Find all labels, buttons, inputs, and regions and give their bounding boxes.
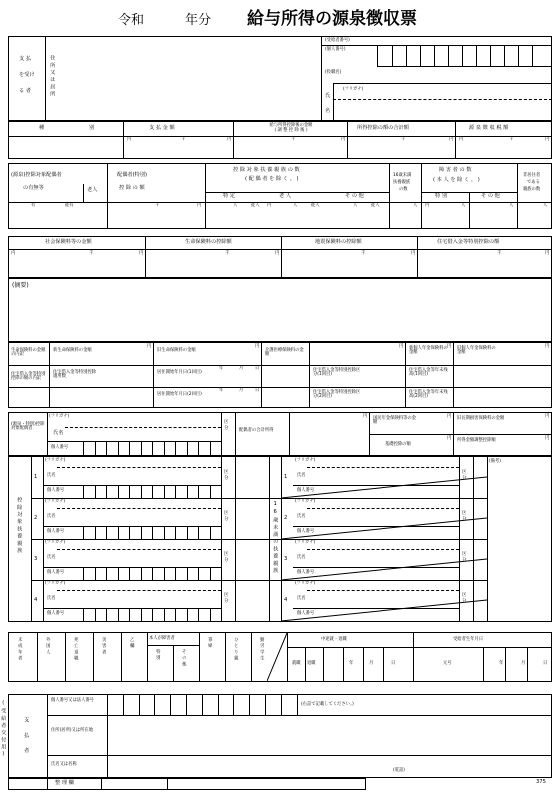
non-resident-1: 非居住者: [523, 173, 541, 178]
left-dep-indiv-boxes[interactable]: [83, 526, 221, 539]
col-header-type-a: 種: [39, 125, 45, 131]
inner-mark: 内: [127, 137, 132, 142]
life-insurance-label: 生命保険料の控除額: [185, 239, 232, 245]
disabled-header-1: 障 害 者 の 数: [439, 167, 472, 173]
left-dep-num: 4: [34, 597, 38, 603]
payer-name-field[interactable]: [109, 757, 389, 775]
payer-label: 支 払 者: [23, 717, 30, 755]
left-dep-indiv: 個人番号: [47, 611, 65, 616]
page-number: 375: [536, 779, 546, 785]
spouse-block-label: (源泉・特別)控除対象配偶者: [11, 422, 45, 432]
left-dep-indiv: 個人番号: [47, 488, 65, 493]
left-dep-furigana: (フリガナ): [45, 581, 66, 586]
spouse-indiv-boxes[interactable]: [83, 441, 221, 455]
era-label: 令和: [118, 13, 145, 28]
status-col-header: 勤労学生: [259, 637, 265, 663]
left-dep-indiv-boxes[interactable]: [83, 567, 221, 580]
disabled-header-2: ( 本 人 を 除 く 。 ): [433, 177, 480, 183]
copy-type-vertical: (受給者交付用): [0, 700, 7, 760]
status-col-header: 寡婦: [207, 637, 213, 650]
p5: 従人: [311, 203, 320, 208]
ld-y4: 円: [447, 344, 452, 349]
status-col-header: 未成年者: [17, 637, 23, 663]
u-y2: 円: [275, 251, 280, 256]
right-dep-num: 2: [284, 515, 288, 521]
mo-2: 月: [239, 388, 244, 393]
under16-1: 16歳未満: [393, 173, 412, 178]
p12: 人: [543, 203, 548, 208]
elderly-label: 老 人: [279, 193, 292, 199]
spouse-header-2: の有無等: [23, 185, 44, 191]
remarks-box[interactable]: [8, 278, 552, 342]
non-resident-2: である: [527, 180, 540, 185]
mo-1: 月: [239, 366, 244, 371]
address-field[interactable]: [59, 39, 319, 119]
old-pension-ins-label: 旧長期損害保険料の金額: [457, 416, 505, 421]
p11: 人: [509, 203, 514, 208]
left-dep-furigana: (フリガナ): [45, 458, 66, 463]
status-table: [8, 632, 552, 682]
spouse-block: [8, 412, 552, 456]
housing-loan-label: 住宅借入金等特別控除の額: [437, 239, 500, 245]
left-dep-kubun: 区分: [223, 510, 229, 523]
individual-no-boxes[interactable]: [377, 45, 552, 67]
special-header-1: 配偶者(特別): [117, 172, 147, 178]
payee-label-person: る 者: [19, 88, 32, 94]
spouse-furigana: (フリガナ): [49, 414, 70, 419]
recipient-no-label: (受給者番号): [325, 38, 350, 43]
left-dep-num: 1: [34, 474, 38, 480]
payer-indiv-label: 個人番号又は法人番号: [51, 698, 94, 703]
right-dep-indiv: 個人番号: [297, 488, 315, 493]
u-s2: 千: [225, 251, 230, 256]
right-dep-indiv: 個人番号: [297, 570, 315, 575]
dep-remarks-label: (備考): [489, 459, 501, 464]
move-in-1-label: 居住開始年月日(1回目): [157, 370, 202, 375]
col-header-payment: 支 払 金 額: [149, 125, 175, 131]
unit-yen-2: 円: [341, 137, 346, 142]
status-diagonal: [267, 633, 287, 681]
right-dep-kubun: 区分: [461, 551, 467, 564]
payee-label-receive: を受け: [19, 72, 35, 78]
p4: 人: [293, 203, 298, 208]
status-sub-other: その他: [181, 649, 187, 668]
left-dependents-label: 控除対象扶養親族: [16, 497, 23, 555]
sp-y5: 円: [545, 436, 550, 441]
old-pension-label: 旧個人年金保険料の金額: [457, 346, 496, 356]
right-dep-furigana: (フリガナ): [295, 499, 316, 504]
diagonal-lines: [281, 457, 487, 621]
seiri-label: 整 理 欄: [55, 780, 74, 786]
payer-addr-label: 住所(居所)又は所在地: [51, 728, 94, 733]
other-label: そ の 他: [345, 193, 364, 199]
sp-y2: 円: [447, 414, 452, 419]
dependents-header-1: 控 除 対 象 扶 養 親 族 の 数: [233, 167, 300, 173]
left-dep-name: 氏名: [47, 514, 56, 519]
payer-addr-field[interactable]: [109, 717, 549, 753]
u-y3: 円: [411, 251, 416, 256]
p6: 人: [353, 203, 358, 208]
individual-no-label: (個人番号): [325, 47, 346, 52]
left-dep-indiv: 個人番号: [47, 529, 65, 534]
right-dep-indiv: 個人番号: [297, 611, 315, 616]
payer-indiv-boxes[interactable]: [107, 695, 297, 715]
mj-d: 日: [391, 661, 396, 666]
subordinate-mark: 従有: [65, 203, 74, 208]
right-dep-furigana: (フリガナ): [295, 581, 316, 586]
housing-count-label: 住宅借入金等特別控除適用数: [53, 370, 96, 380]
left-dep-furigana: (フリガナ): [45, 540, 66, 545]
status-sub-special: 特別: [155, 649, 161, 662]
special-header-2: 控 除 の 額: [119, 185, 145, 191]
unit-sen-1: 千: [181, 137, 186, 142]
seiri-box: [8, 778, 366, 790]
status-col-header: 災害者: [101, 637, 107, 656]
other-disabled-label: そ の 他: [481, 193, 500, 199]
p3: 内: [267, 203, 272, 208]
spouse-income-label: 配偶者の合計所得: [239, 428, 274, 433]
right-dep-kubun: 区分: [461, 469, 467, 482]
right-dep-furigana: (フリガナ): [295, 458, 316, 463]
u-s4: 千: [497, 251, 502, 256]
col-header-after-deduction: 給与所得控除後の金額 ( 調 整 控 除 後 ): [269, 123, 313, 134]
left-dep-indiv-boxes[interactable]: [83, 608, 221, 621]
status-col-header: 乙欄: [129, 637, 135, 650]
under16-3: の数: [399, 187, 408, 192]
under16-2: 扶養親族: [393, 180, 411, 185]
left-dep-name: 氏名: [47, 555, 56, 560]
pension-label: 国民年金保険料等の金額: [373, 416, 416, 426]
left-dep-indiv: 個人番号: [47, 570, 65, 575]
b-m: 月: [521, 661, 526, 666]
right-dependents-label: 16歳未満の扶養親族: [272, 501, 279, 575]
sp-y1: 円: [363, 414, 368, 419]
spouse-kubun-label: 区分: [223, 419, 229, 432]
spouse-name-label: 氏名: [53, 430, 64, 436]
special-disabled-label: 特 別: [435, 193, 448, 199]
right-dep-kubun: 区分: [461, 510, 467, 523]
payer-block: [8, 694, 552, 778]
left-dep-kubun: 区分: [223, 469, 229, 482]
p9: 内: [425, 203, 430, 208]
col-header-withheld: 源 泉 徴 収 税 額: [469, 125, 509, 131]
right-dep-name: 氏名: [297, 514, 306, 519]
left-dep-name: 氏名: [47, 473, 56, 478]
status-col-header: 外国人: [45, 637, 51, 656]
sp-y4: 円: [447, 436, 452, 441]
left-dep-num: 2: [34, 515, 38, 521]
special-unit-yen: 円: [197, 203, 202, 208]
dy-2: 日: [255, 388, 260, 393]
unit-yen-3: 円: [449, 137, 454, 142]
name-label-a: 氏: [325, 93, 331, 99]
yr-2: 年: [219, 388, 224, 393]
status-col-header: ひとり親: [233, 637, 239, 663]
unit-sen-2: 千: [291, 137, 296, 142]
right-dep-num: 4: [284, 597, 288, 603]
u-y1: 円: [139, 251, 144, 256]
special-unit-sen: 千: [155, 203, 160, 208]
care-label: 介護医療保険料の金額: [265, 348, 304, 358]
old-life-label: 旧生命保険料の金額: [157, 348, 196, 353]
housing-balance-2-label: 住宅借入金等年末残高(2回目): [409, 390, 448, 400]
move-in-2-label: 居住開始年月日(2回目): [157, 392, 202, 397]
income-table: [8, 121, 552, 159]
status-col-header: 死亡退職: [73, 637, 79, 663]
right-dep-num: 1: [284, 474, 288, 480]
new-life-label: 新生命保険料の金額: [53, 348, 92, 353]
right-dep-num: 3: [284, 556, 288, 562]
right-dep-kubun: 区分: [461, 592, 467, 605]
housing-kubun-2-label: 住宅借入金等特別控除区分(2回目): [313, 390, 361, 400]
payee-address-label: 住所又は居所: [49, 55, 56, 99]
year-unit: 年分: [185, 13, 212, 28]
unit-yen-4: 円: [545, 137, 550, 142]
retire-label: 退職: [307, 661, 316, 666]
basic-deduction-label: 基礎控除の額: [385, 442, 411, 447]
left-dep-furigana: (フリガナ): [45, 499, 66, 504]
payee-name-field[interactable]: [335, 100, 551, 119]
right-dep-name: 氏名: [297, 555, 306, 560]
unit-sen-4: 千: [509, 137, 514, 142]
furigana-label: (フリガナ): [343, 87, 364, 92]
life-housing-detail: [8, 342, 552, 408]
dependents-header-2: ( 配 偶 者 を 除 く 。 ): [245, 176, 299, 182]
birth-era: 元号: [443, 661, 452, 666]
left-dep-kubun: 区分: [223, 551, 229, 564]
payee-label-pay: 支 払: [19, 56, 32, 62]
non-resident-3: 親族の数: [523, 187, 541, 192]
right-dep-name: 氏名: [297, 596, 306, 601]
left-dep-name: 氏名: [47, 596, 56, 601]
p2: 従人: [251, 203, 260, 208]
adjust-deduction-label: 所得金額調整控除額: [457, 438, 496, 443]
old-person-label: 老人: [87, 187, 98, 193]
left-dep-kubun: 区分: [223, 592, 229, 605]
sp-y3: 円: [545, 414, 550, 419]
specific-label: 特 定: [223, 193, 236, 199]
right-dep-name: 氏名: [297, 473, 306, 478]
dependents-table: [8, 163, 552, 229]
left-dep-indiv-boxes[interactable]: [83, 485, 221, 498]
mj-m: 月: [369, 661, 374, 666]
p7: 従人: [371, 203, 380, 208]
p8: 人: [413, 203, 418, 208]
birth-label: 受給者生年月日: [453, 637, 484, 642]
u-s1: 千: [89, 251, 94, 256]
p1: 人: [233, 203, 238, 208]
phone-label: (電話): [393, 768, 405, 773]
u-y4: 円: [545, 251, 550, 256]
col-header-deduction-total: 所得控除の額の合計額: [357, 125, 409, 131]
col-header-type-b: 別: [89, 125, 95, 131]
payer-name-label: 氏名又は名称: [51, 762, 77, 767]
right-dep-furigana: (フリガナ): [295, 540, 316, 545]
ld-y2: 円: [255, 344, 260, 349]
job-label: 就職: [292, 661, 301, 666]
right-align-note: (右詰で記載してください。): [301, 702, 354, 707]
ld-y5: 円: [545, 344, 550, 349]
p10: 人: [461, 203, 466, 208]
new-pension-label: 新個人年金保険料の金額: [409, 346, 448, 356]
yr-1: 年: [219, 366, 224, 371]
unit-sen-3: 千: [401, 137, 406, 142]
spouse-header-1: (源泉)控除対象配偶者: [11, 172, 62, 178]
deduction-amounts: [8, 236, 552, 278]
mj-y: 年: [349, 661, 354, 666]
page-title: 給与所得の源泉徴収票: [247, 9, 417, 29]
social-insurance-label: 社会保険料等の金額: [45, 239, 92, 245]
name-label-b: 名: [325, 108, 331, 114]
quake-insurance-label: 地震保険料の控除額: [315, 239, 362, 245]
life-breakdown-label: 生命保険料の金額の内訳: [11, 348, 46, 358]
yes-mark: 有: [31, 203, 36, 208]
payee-block: [8, 36, 552, 121]
dy-1: 日: [255, 366, 260, 371]
housing-kubun-1-label: 住宅借入金等特別控除区分(1回目): [313, 368, 361, 378]
housing-balance-1-label: 住宅借入金等年末残高(1回目): [409, 368, 448, 378]
dependents-detail: [8, 456, 552, 622]
remarks-label: (摘要): [12, 282, 29, 289]
unit-yen-1: 円: [227, 137, 232, 142]
position-label: (役職名): [325, 70, 342, 75]
right-dep-indiv: 個人番号: [297, 529, 315, 534]
ld-y3: 円: [399, 344, 404, 349]
housing-breakdown-label: 住宅借入金等特別控除の額の内訳: [11, 372, 46, 382]
status-col-header: 本人が障害者: [149, 636, 175, 641]
ld-y1: 円: [147, 344, 152, 349]
b-d: 日: [543, 661, 548, 666]
social-inner: 内: [11, 251, 16, 256]
inner-mark-2: 内: [459, 137, 464, 142]
b-y: 年: [499, 661, 504, 666]
mid-job-label: 中途就・退職: [321, 637, 347, 642]
left-dep-num: 3: [34, 556, 38, 562]
spouse-indiv-label: 個人番号: [51, 445, 69, 450]
u-s3: 千: [361, 251, 366, 256]
